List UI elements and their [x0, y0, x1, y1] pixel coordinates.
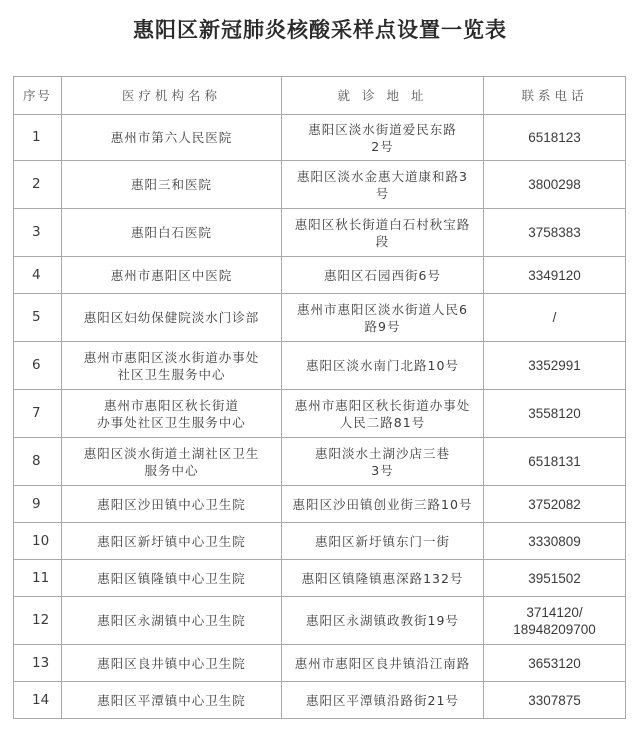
cell-name — [62, 294, 282, 342]
column-header-address: 就 诊 地 址 — [282, 77, 484, 115]
cell-name-line: 惠州市惠阳区中医院 — [110, 267, 233, 283]
cell-address-line: 惠阳区淡水街道爱民东路 — [308, 121, 457, 137]
cell-phone-line: 3800298 — [528, 177, 581, 192]
cell-address-line: 惠阳区新圩镇东门一街 — [314, 533, 450, 549]
cell-seq: 1 — [14, 115, 62, 161]
cell-address-line: 惠阳区永湖镇政教街19号 — [306, 613, 459, 628]
cell-phone-line: 3951502 — [528, 570, 581, 586]
table-row — [14, 438, 626, 486]
cell-address — [282, 486, 484, 523]
cell-address-line: 号 — [375, 185, 390, 201]
table-row — [14, 209, 626, 257]
cell-address — [282, 523, 484, 560]
cell-seq: 3 — [14, 209, 62, 257]
cell-phone — [484, 115, 626, 161]
cell-seq: 2 — [14, 161, 62, 209]
cell-address — [282, 342, 484, 390]
cell-address-line: 惠阳区沙田镇创业街三路10号 — [292, 496, 473, 512]
cell-seq: 11 — [14, 560, 62, 597]
cell-phone-line: 6518131 — [528, 454, 581, 469]
cell-name-line: 惠阳三和医院 — [130, 177, 212, 192]
table-row — [14, 390, 626, 438]
cell-phone — [484, 342, 626, 390]
cell-name — [62, 209, 282, 257]
cell-name-line: 办事处社区卫生服务中心 — [97, 414, 246, 430]
cell-name — [62, 257, 282, 294]
cell-name-line: 惠阳区沙田镇中心卫生院 — [97, 496, 246, 512]
cell-phone-line: 3349120 — [528, 267, 581, 283]
cell-address — [282, 645, 484, 682]
cell-phone — [484, 597, 626, 645]
cell-name — [62, 161, 282, 209]
cell-name — [62, 523, 282, 560]
cell-address-line: 惠州市惠阳区良井镇沿江南路 — [294, 655, 471, 671]
cell-name — [62, 645, 282, 682]
sampling-sites-table — [13, 76, 626, 719]
cell-phone-line: 3714120/ — [526, 604, 583, 620]
cell-name — [62, 390, 282, 438]
cell-phone-line: 3758383 — [528, 225, 581, 240]
cell-name-line: 惠阳区妇幼保健院淡水门诊部 — [83, 310, 260, 325]
cell-name — [62, 115, 282, 161]
cell-phone — [484, 486, 626, 523]
cell-address-line: 人民二路81号 — [339, 414, 426, 430]
table-row — [14, 161, 626, 209]
cell-name-line: 惠阳区新圩镇中心卫生院 — [97, 533, 246, 549]
cell-name — [62, 682, 282, 719]
cell-address-line: 惠阳淡水土湖沙店三巷 — [314, 445, 450, 461]
cell-address — [282, 390, 484, 438]
cell-address-line: 惠阳区平潭镇沿路街21号 — [306, 692, 459, 708]
cell-address-line: 段 — [375, 233, 390, 249]
cell-seq: 8 — [14, 438, 62, 486]
cell-name-line: 惠阳区永湖镇中心卫生院 — [97, 613, 246, 628]
cell-address-line: 惠阳区淡水金惠大道康和路3 — [297, 168, 468, 184]
cell-phone — [484, 390, 626, 438]
cell-phone-line: / — [552, 310, 557, 325]
cell-phone-line: 3352991 — [528, 358, 581, 373]
table-row — [14, 342, 626, 390]
cell-phone — [484, 294, 626, 342]
cell-address-line: 2号 — [371, 138, 394, 154]
column-header-name: 医疗机构名称 — [62, 77, 282, 115]
cell-address — [282, 438, 484, 486]
cell-phone — [484, 645, 626, 682]
cell-name-line: 惠州市惠阳区秋长街道 — [103, 397, 239, 413]
cell-name-line: 惠阳区良井镇中心卫生院 — [97, 655, 246, 671]
cell-seq: 14 — [14, 682, 62, 719]
cell-seq: 12 — [14, 597, 62, 645]
cell-phone — [484, 161, 626, 209]
cell-name — [62, 438, 282, 486]
cell-address — [282, 161, 484, 209]
cell-address-line: 惠阳区淡水南门北路10号 — [306, 358, 459, 373]
cell-seq: 6 — [14, 342, 62, 390]
cell-name — [62, 486, 282, 523]
table-header-row — [14, 77, 626, 115]
cell-address — [282, 115, 484, 161]
cell-phone — [484, 438, 626, 486]
cell-address-line: 惠阳区秋长街道白石村秋宝路 — [294, 216, 471, 232]
cell-name-line: 惠阳区平潭镇中心卫生院 — [97, 692, 246, 708]
cell-seq: 5 — [14, 294, 62, 342]
cell-address — [282, 294, 484, 342]
cell-address — [282, 209, 484, 257]
table-row — [14, 115, 626, 161]
cell-phone — [484, 209, 626, 257]
cell-seq: 4 — [14, 257, 62, 294]
page-title: 惠阳区新冠肺炎核酸采样点设置一览表 — [133, 18, 507, 42]
cell-address — [282, 257, 484, 294]
cell-phone-line: 3752082 — [528, 496, 581, 512]
cell-name-line: 惠阳区镇隆镇中心卫生院 — [97, 570, 246, 586]
cell-name-line: 惠阳区淡水街道土湖社区卫生 — [83, 445, 260, 461]
cell-phone — [484, 682, 626, 719]
cell-name-line: 服务中心 — [144, 462, 199, 478]
cell-seq: 7 — [14, 390, 62, 438]
cell-address-line: 路9号 — [364, 318, 401, 334]
cell-phone — [484, 523, 626, 560]
cell-address — [282, 597, 484, 645]
table-row — [14, 560, 626, 597]
cell-phone-line: 3307875 — [528, 692, 581, 708]
column-header-seq: 序号 — [14, 77, 62, 115]
cell-phone — [484, 257, 626, 294]
table-row — [14, 257, 626, 294]
cell-name-line: 惠阳白石医院 — [130, 225, 212, 240]
cell-phone-line: 3330809 — [528, 533, 581, 549]
cell-address-line: 惠阳区石园西街6号 — [324, 267, 441, 283]
cell-seq: 13 — [14, 645, 62, 682]
cell-name-line: 惠州市惠阳区淡水街道办事处 — [83, 349, 260, 365]
cell-name — [62, 342, 282, 390]
cell-address-line: 惠州市惠阳区淡水街道人民6 — [297, 301, 468, 317]
cell-name-line: 社区卫生服务中心 — [117, 366, 226, 382]
cell-address-line: 惠州市惠阳区秋长街道办事处 — [294, 397, 471, 413]
cell-address — [282, 682, 484, 719]
cell-name — [62, 597, 282, 645]
cell-name-line: 惠州市第六人民医院 — [110, 130, 233, 145]
cell-seq: 10 — [14, 523, 62, 560]
cell-address — [282, 560, 484, 597]
table-row — [14, 294, 626, 342]
cell-phone-line: 3653120 — [528, 655, 581, 671]
table-row — [14, 645, 626, 682]
cell-phone-line: 18948209700 — [513, 621, 596, 637]
cell-address-line: 惠阳区镇隆镇惠深路132号 — [301, 570, 464, 586]
cell-name — [62, 560, 282, 597]
cell-phone-line: 3558120 — [528, 406, 581, 421]
cell-address-line: 3号 — [371, 462, 394, 478]
table-row — [14, 682, 626, 719]
column-header-phone: 联系电话 — [484, 77, 626, 115]
cell-phone-line: 6518123 — [528, 130, 581, 145]
table-row — [14, 597, 626, 645]
table-row — [14, 523, 626, 560]
cell-seq: 9 — [14, 486, 62, 523]
table-row — [14, 486, 626, 523]
cell-phone — [484, 560, 626, 597]
